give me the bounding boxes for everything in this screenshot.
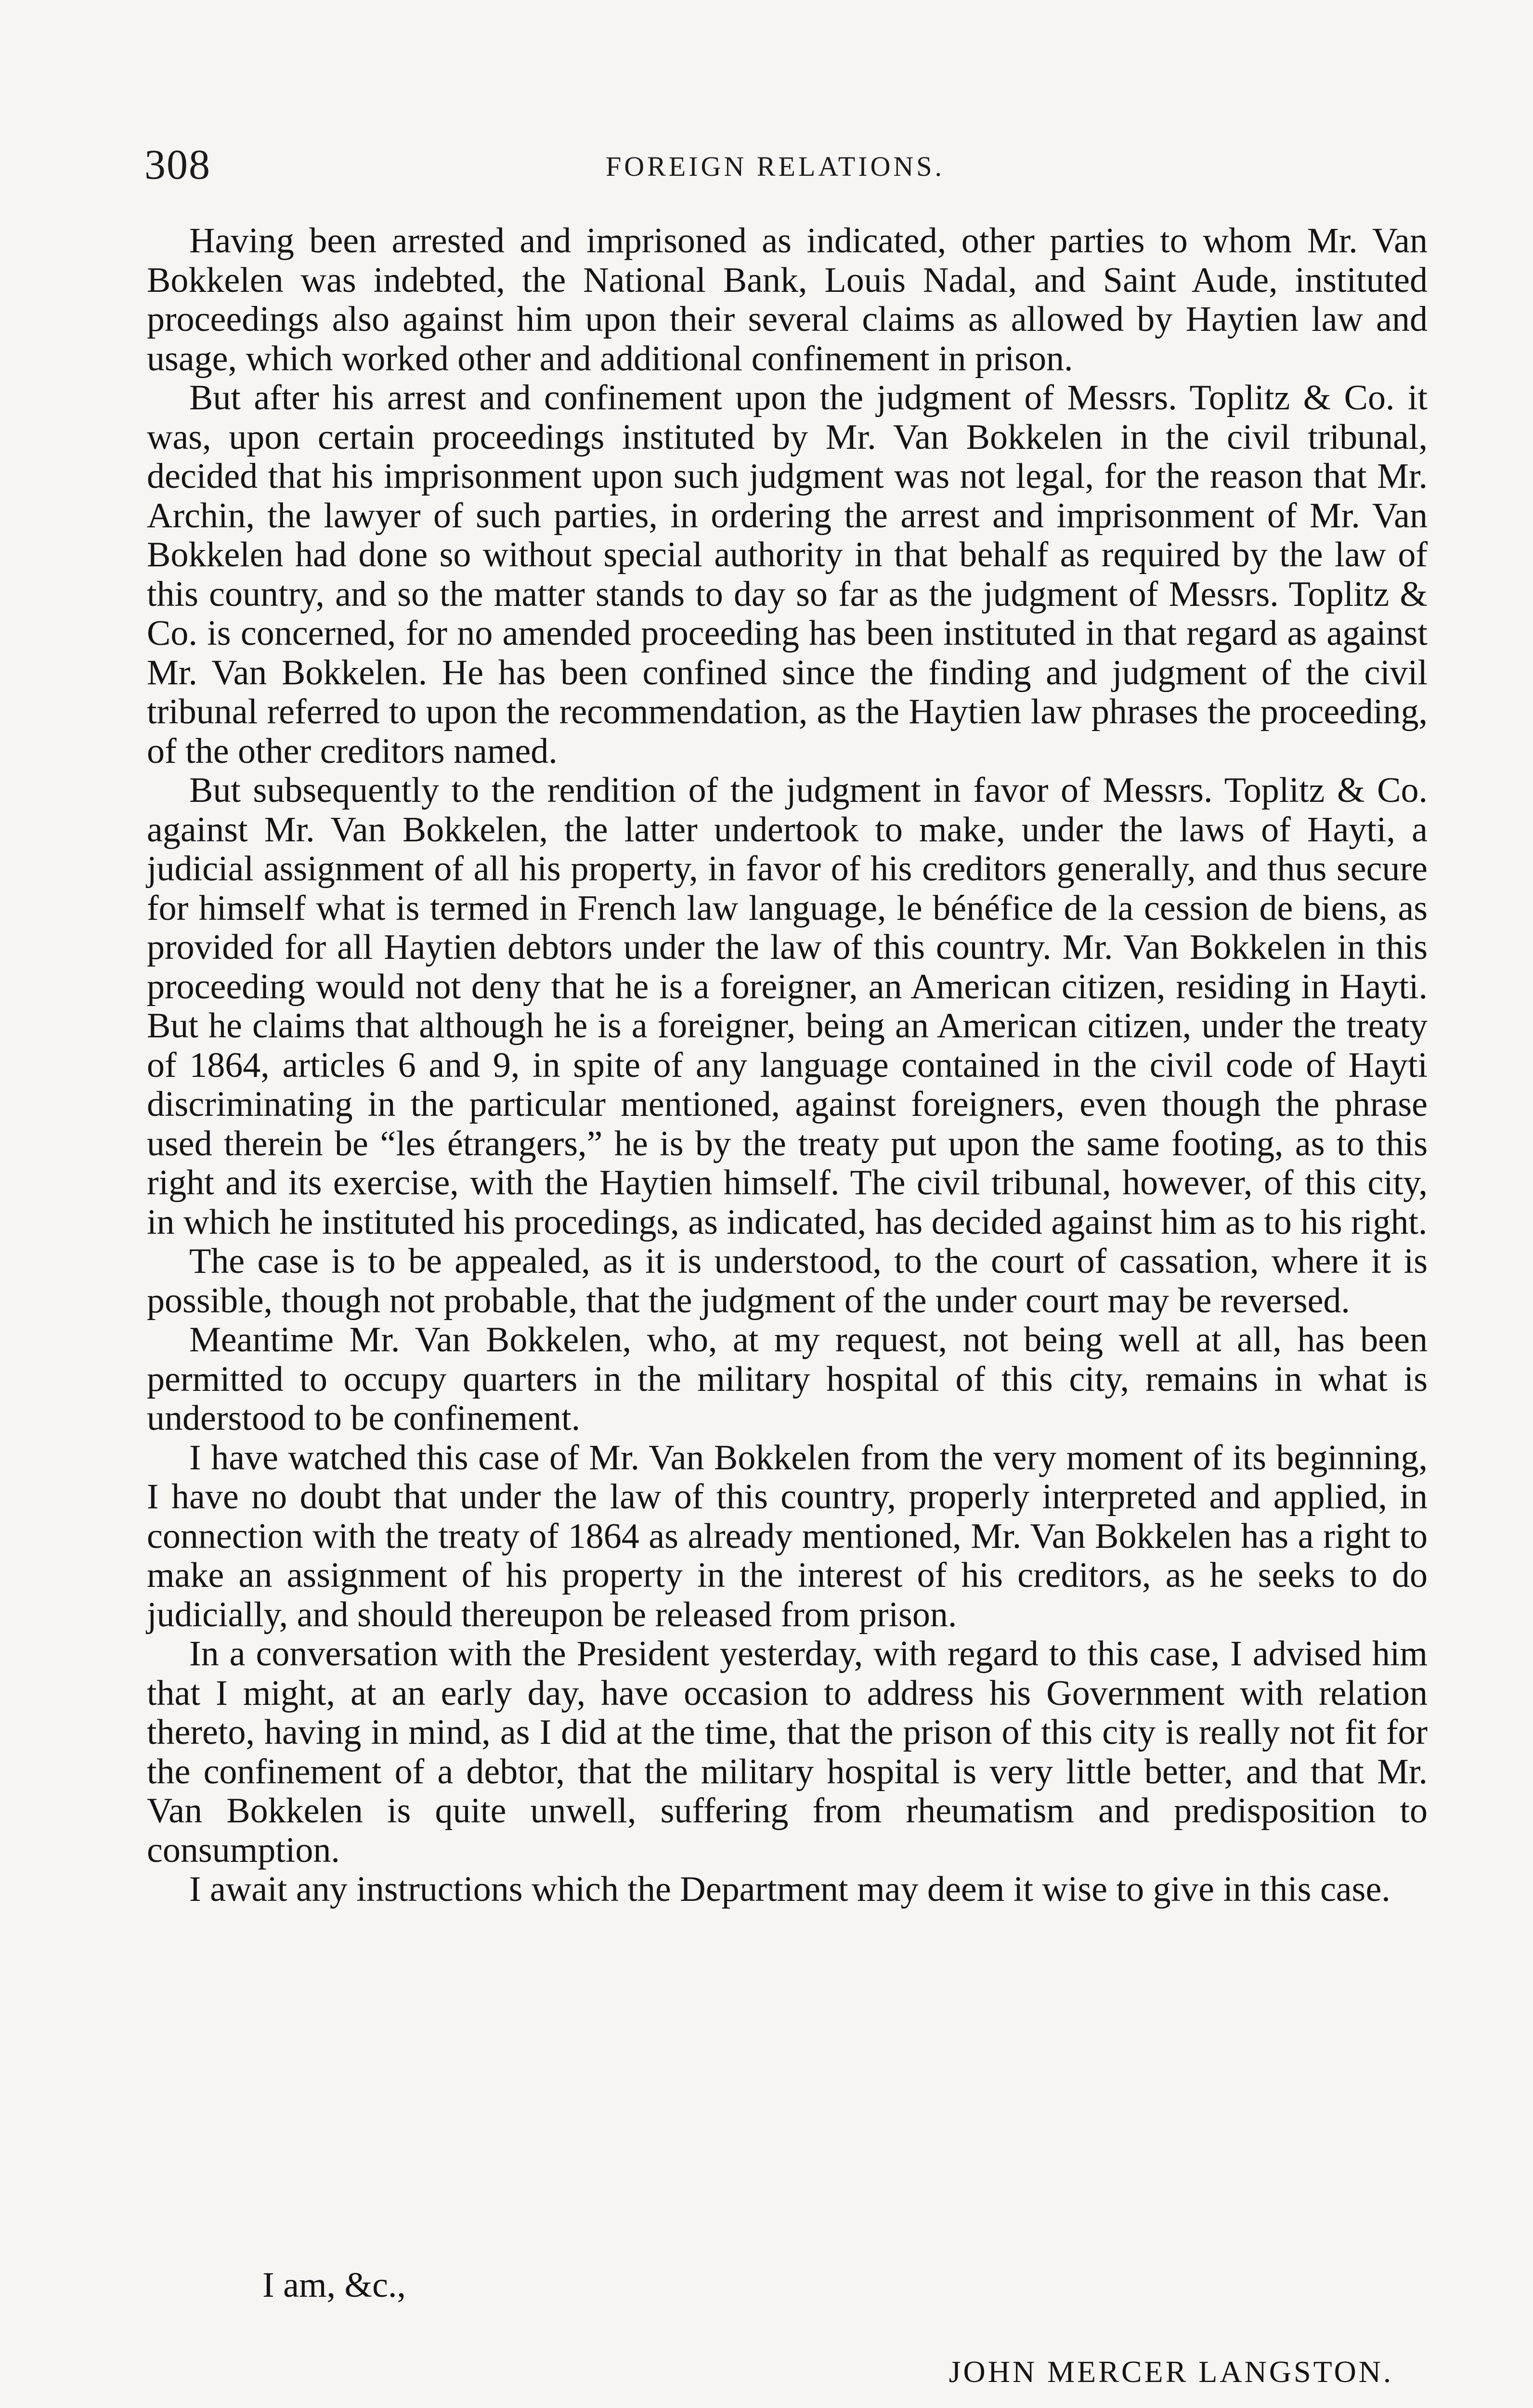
paragraph: But after his arrest and confinement upon the judgment of Messrs. Toplitz & Co. it was, upon certain proceedings instituted by Mr. Van Bokkelen in the civil tribunal, decided that his imprisonment upon such judgment was not legal, for the reason that Mr. Archin, the lawyer of such parties, in ordering the arrest and imprisonment of Mr. Van Bokkelen had done so without special authority in that behalf as required by the law of this country, and so the matter stands to day so far as the judgment of Messrs. Toplitz & Co. is concerned, for no amended proceeding has been instituted in that regard as against Mr. Van Bokkelen. He has been confined since the finding and judgment of the civil tribunal referred to upon the recommendation, as the Haytien law phrases the proceeding, of the other creditors named. (147, 378, 1428, 771)
paragraph: But subsequently to the rendition of the judgment in favor of Messrs. Toplitz & Co. against Mr. Van Bokkelen, the latter undertook to make, under the laws of Hayti, a judicial assignment of all his property, in favor of his creditors generally, and thus secure for himself what is termed in French law language, le bénéfice de la cession de biens, as provided for all Haytien debtors under the law of this country. Mr. Van Bokkelen in this proceeding would not deny that he is a foreigner, an American citizen, residing in Hayti. But he claims that although he is a foreigner, being an American citizen, under the treaty of 1864, articles 6 and 9, in spite of any language contained in the civil code of Hayti discriminating in the particular mentioned, against foreigners, even though the phrase used therein be “les étrangers,” he is by the treaty put upon the same footing, as to this right and its exercise, with the Haytien himself. The civil tribunal, however, of this city, in which he instituted his procedings, as indicated, has decided against him as to his right. (147, 771, 1428, 1242)
closing-salutation: I am, &c., (262, 2265, 406, 2305)
paragraph: Meantime Mr. Van Bokkelen, who, at my request, not being well at all, has been permitted to occupy quarters in the military hospital of this city, remains in what is understood to be confinement. (147, 1320, 1428, 1438)
paragraph: Having been arrested and imprisoned as indicated, other parties to whom Mr. Van Bokkelen was indebted, the National Bank, Louis Nadal, and Saint Aude, instituted proceedings also against him upon their several claims as allowed by Haytien law and usage, which worked other and additional confinement in prison. (147, 221, 1428, 379)
paragraph: I await any instructions which the Department may deem it wise to give in this case. (189, 1870, 1390, 1909)
page-header (144, 139, 1406, 192)
running-head: FOREIGN RELATIONS. (605, 151, 945, 182)
paragraph: In a conversation with the President yesterday, with regard to this case, I advised him that I might, at an early day, have occasion to address his Government with relation thereto, having in mind, as I did at the time, that the prison of this city is really not fit for the confinement of a debtor, that the military hospital is very little better, and that Mr. Van Bokkelen is quite unwell, suffering from rheumatism and predisposition to consumption. (147, 1634, 1428, 1870)
paragraph: The case is to be appealed, as it is understood, to the court of cassation, where it is possible, though not probable, that the judgment of the under court may be reversed. (147, 1242, 1428, 1321)
paragraph: I have watched this case of Mr. Van Bokkelen from the very moment of its beginning, I have no doubt that under the law of this country, properly interpreted and applied, in connection with the treaty of 1864 as already mentioned, Mr. Van Bokkelen has a right to make an assignment of his property in the interest of his creditors, as he seeks to do judicially, and should thereupon be released from prison. (147, 1438, 1428, 1635)
page-number: 308 (144, 142, 211, 188)
letter-body (147, 222, 1428, 1910)
signature: JOHN MERCER LANGSTON. (948, 2355, 1393, 2389)
